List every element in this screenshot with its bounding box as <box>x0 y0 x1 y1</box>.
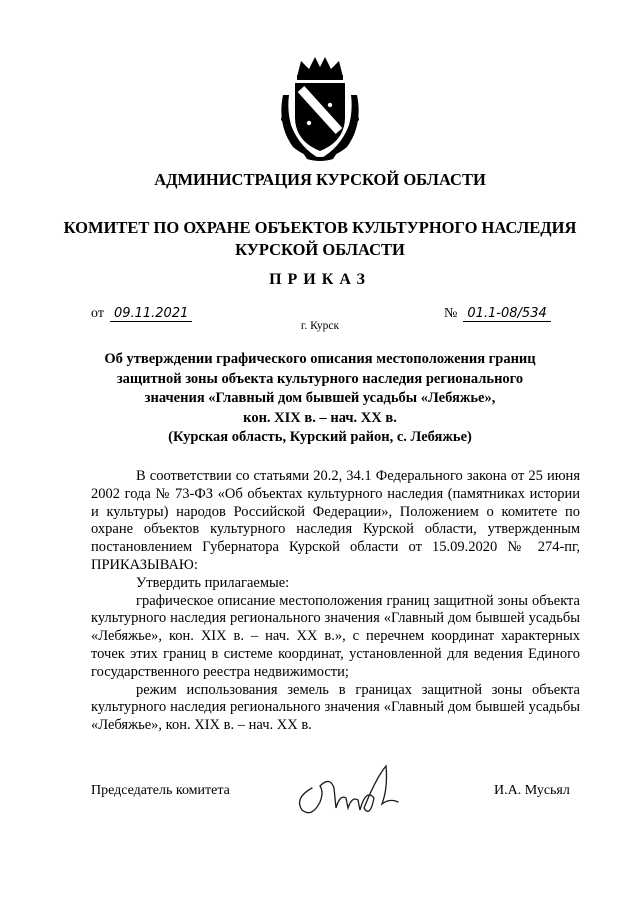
title-line: (Курская область, Курский район, с. Лебяжье) <box>168 429 472 445</box>
committee-heading <box>0 217 640 261</box>
body-paragraph: В соответствии со статьями 20.2, 34.1 Федерального закона от 25 июня 2002 года № 73-ФЗ «Об объектах культурного наследия (памятниках истории и культуры) народов Российской Федерации», Положением о комитете по охране объектов культурного наследия Курской области, утвержденным постановлением Губернатора Курской области от 15.09.2020 № 274-пг, ПРИКАЗЫВАЮ: <box>91 468 580 573</box>
administration-heading: АДМИНИСТРАЦИЯ КУРСКОЙ ОБЛАСТИ <box>154 170 486 189</box>
document-title <box>80 350 560 448</box>
body-paragraph: режим использования земель в границах защитной зоны объекта культурного наследия регионального значения «Главный дом бывшей усадьбы «Лебяжье», кон. XIX в. – нач. XX в. <box>91 681 580 734</box>
title-line: защитной зоны объекта культурного наследия регионального <box>116 370 524 387</box>
date-label: от <box>91 306 104 321</box>
signatory-name: И.А. Мусьял <box>494 783 570 798</box>
committee-heading-line2: КУРСКОЙ ОБЛАСТИ <box>235 240 405 259</box>
coat-of-arms-icon <box>275 55 365 161</box>
title-line: значения «Главный дом бывшей усадьбы «Лебяжье», <box>144 390 496 406</box>
title-line: Об утверждении графического описания местоположения границ <box>104 351 536 367</box>
order-number: 01.1-08/534 <box>463 306 550 322</box>
city: г. Курск <box>300 320 340 332</box>
document-type: ПРИКАЗ <box>269 271 371 288</box>
body-paragraph: графическое описание местоположения границ защитной зоны объекта культурного наследия регионального значения «Главный дом бывшей усадьбы «Лебяжье», кон. XIX в. – нач. XX в.», с перечнем координат характерных точек этих границ в системе координат, установленной для ведения Единого государственного реестра недвижимости; <box>91 592 580 680</box>
handwritten-signature <box>290 758 405 823</box>
signatory-position: Председатель комитета <box>91 783 230 798</box>
body-paragraph: Утвердить прилагаемые: <box>136 574 290 591</box>
document-body <box>91 468 580 735</box>
committee-heading-line1: КОМИТЕТ ПО ОХРАНЕ ОБЪЕКТОВ КУЛЬТУРНОГО НАСЛЕДИЯ <box>63 218 577 237</box>
title-line: кон. XIX в. – нач. XX в. <box>243 409 397 426</box>
number-label: № <box>444 306 458 321</box>
order-date: 09.11.2021 <box>110 306 192 322</box>
